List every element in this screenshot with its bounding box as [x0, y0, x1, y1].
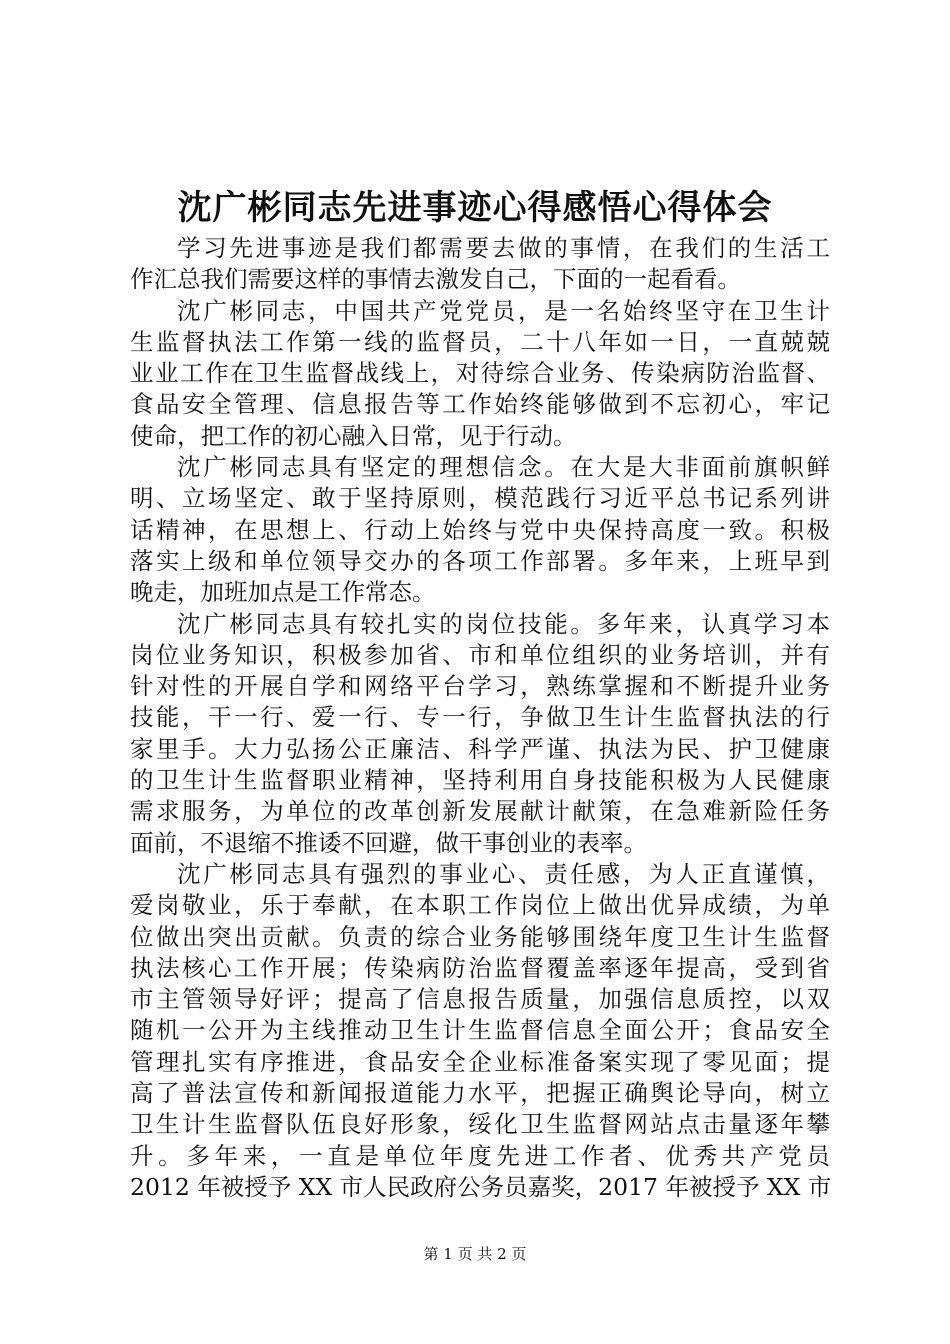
paragraph-line: 业业工作在卫生监督战线上，对待综合业务、传染病防治监督、	[130, 359, 830, 388]
paragraph	[130, 452, 830, 608]
paragraph-line: 使命，把工作的初心融入日常，见于行动。	[130, 421, 577, 450]
paragraph-line: 爱岗敬业，乐于奉献，在本职工作岗位上做出优异成绩，为单	[130, 891, 830, 920]
paragraph-line: 市主管领导好评；提高了信息报告质量，加强信息质控，以双	[130, 985, 830, 1014]
paragraph-line: 沈广彬同志具有坚定的理想信念。在大是大非面前旗帜鲜	[177, 453, 830, 482]
paragraph-line: 针对性的开展自学和网络平台学习，熟练掌握和不断提升业务	[130, 672, 830, 701]
paragraph	[130, 233, 830, 296]
paragraph-line: 沈广彬同志具有强烈的事业心、责任感，为人正直谨慎，	[177, 859, 830, 888]
paragraph-line: 食品安全管理、信息报告等工作始终能够做到不忘初心，牢记	[130, 390, 830, 419]
document-body	[130, 233, 830, 1203]
paragraph-line: 学习先进事迹是我们都需要去做的事情，在我们的生活工	[177, 234, 830, 262]
page-footer: 第 1 页 共 2 页	[423, 1245, 527, 1263]
paragraph-line: 话精神，在思想上、行动上始终与党中央保持高度一致。积极	[130, 515, 830, 544]
paragraph-line: 技能，干一行、爱一行、专一行，争做卫生计生监督执法的行	[130, 703, 830, 732]
paragraph-line: 的卫生计生监督职业精神，坚持利用自身技能积极为人民健康	[130, 766, 830, 795]
paragraph-line: 沈广彬同志具有较扎实的岗位技能。多年来，认真学习本	[177, 609, 830, 638]
paragraph-line: 作汇总我们需要这样的事情去激发自己，下面的一起看看。	[130, 265, 741, 294]
paragraph-line: 面前，不退缩不推诿不回避，做干事创业的表率。	[130, 828, 647, 857]
paragraph-line: 明、立场坚定、敢于坚持原则，模范践行习近平总书记系列讲	[130, 484, 830, 513]
paragraph-line: 生监督执法工作第一线的监督员，二十八年如一日，一直兢兢	[130, 327, 830, 356]
paragraph-line: 2012 年被授予 XX 市人民政府公务员嘉奖，2017 年被授予 XX 市	[130, 1172, 832, 1201]
paragraph-line: 晚走，加班加点是工作常态。	[130, 578, 436, 607]
paragraph-line: 卫生计生监督队伍良好形象，绥化卫生监督网站点击量逐年攀	[130, 1110, 830, 1139]
paragraph-line: 需求服务，为单位的改革创新发展献计献策，在急难新险任务	[130, 797, 830, 826]
paragraph-line: 沈广彬同志，中国共产党党员，是一名始终坚守在卫生计	[177, 296, 830, 325]
paragraph	[130, 859, 830, 1203]
paragraph-line: 落实上级和单位领导交办的各项工作部署。多年来，上班早到	[130, 546, 830, 575]
paragraph-line: 随机一公开为主线推动卫生计生监督信息全面公开；食品安全	[130, 1016, 830, 1045]
paragraph-line: 位做出突出贡献。负责的综合业务能够围绕年度卫生计生监督	[130, 922, 830, 951]
paragraph-line: 执法核心工作开展；传染病防治监督覆盖率逐年提高，受到省	[130, 953, 830, 982]
paragraph-line: 岗位业务知识，积极参加省、市和单位组织的业务培训，并有	[130, 640, 830, 669]
paragraph-line: 高了普法宣传和新闻报道能力水平，把握正确舆论导向，树立	[130, 1079, 830, 1108]
paragraph-line: 管理扎实有序推进，食品安全企业标准备案实现了零见面；提	[130, 1047, 830, 1076]
paragraph	[130, 609, 830, 859]
paragraph-line: 升。多年来，一直是单位年度先进工作者、优秀共产党员	[130, 1141, 830, 1170]
paragraph-line: 家里手。大力弘扬公正廉洁、科学严谨、执法为民、护卫健康	[130, 734, 830, 763]
paragraph	[130, 296, 830, 452]
document-title: 沈广彬同志先进事迹心得感悟心得体会	[177, 188, 773, 228]
